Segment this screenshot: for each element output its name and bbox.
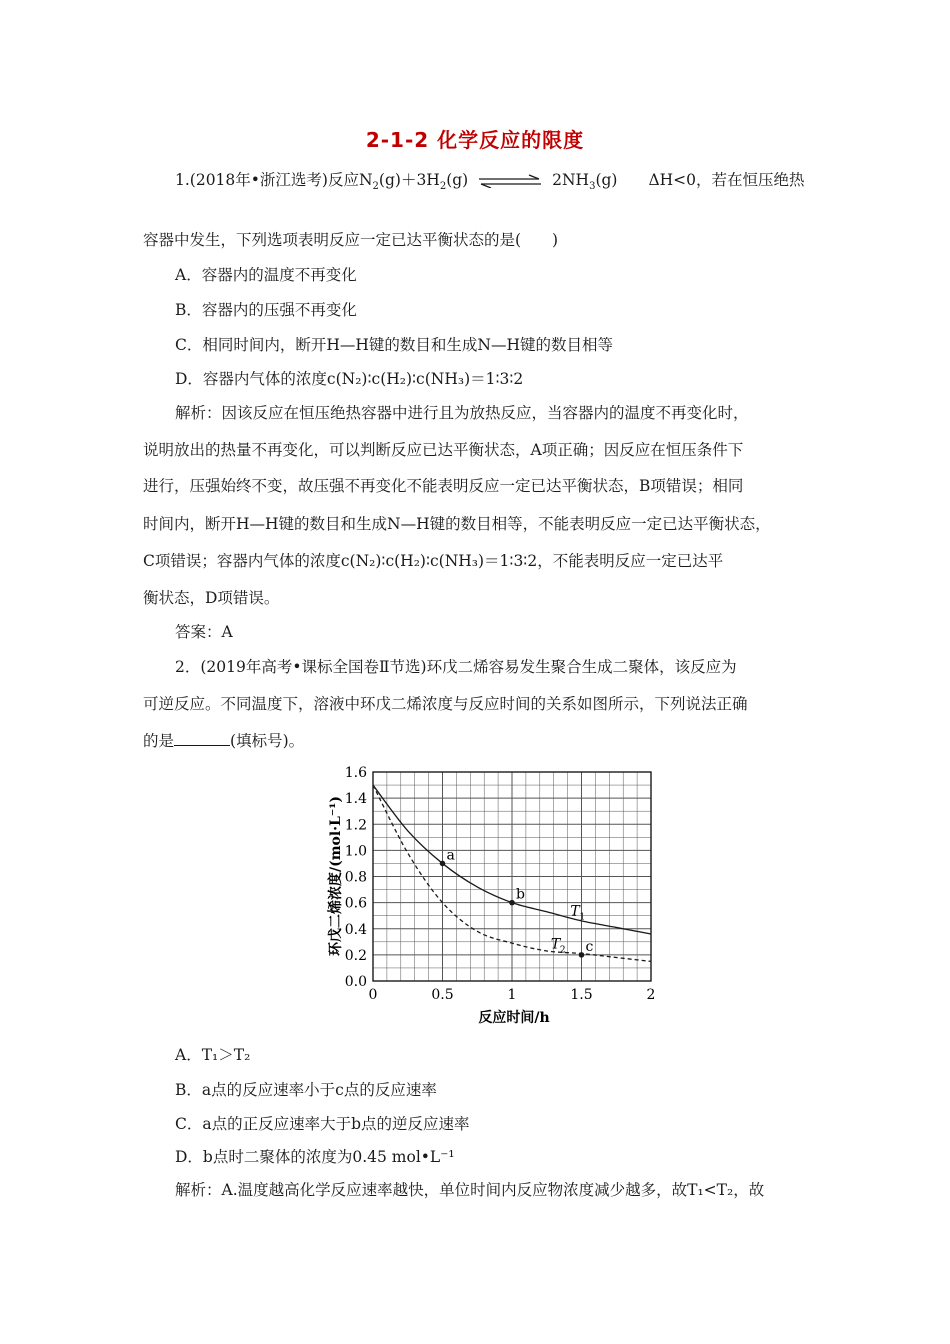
y-tick-label: 0.2 xyxy=(344,947,367,964)
point-label-a: a xyxy=(446,847,455,864)
y-tick-label: 0.6 xyxy=(344,895,367,912)
y-tick-label: 1.6 xyxy=(344,765,367,781)
data-point-c xyxy=(579,952,585,958)
q2-option-d: D．b点时二聚体的浓度为0.45 mol•L⁻¹ xyxy=(175,1148,455,1166)
q1-analysis-line: 时间内，断开H—H键的数目和生成N—H键的数目相等，不能表明反应一定已达平衡状态， xyxy=(143,515,771,533)
x-tick-label: 1.5 xyxy=(570,987,593,1003)
q1-analysis-line: 解析：因该反应在恒压绝热容器中进行且为放热反应，当容器内的温度不再变化时， xyxy=(175,404,749,422)
q1-option-d: D．容器内气体的浓度c(N₂)∶c(H₂)∶c(NH₃)＝1∶3∶2 xyxy=(175,370,524,388)
q1-option-a: A．容器内的温度不再变化 xyxy=(175,266,357,284)
answer-blank xyxy=(174,731,230,746)
y-tick-label: 1.0 xyxy=(344,843,367,860)
equilibrium-arrow-icon xyxy=(477,174,543,188)
data-point-b xyxy=(509,900,515,906)
y-axis-label: 环戊二烯浓度/(mol·L⁻¹) xyxy=(328,795,344,957)
q1-option-c: C．相同时间内，断开H—H键的数目和生成N—H键的数目相等 xyxy=(175,336,613,354)
q1-analysis-line: 衡状态，D项错误。 xyxy=(143,589,280,607)
data-point-a xyxy=(440,861,446,867)
point-label-c: c xyxy=(585,938,594,955)
q1-analysis-line: 进行，压强始终不变，故压强不再变化不能表明反应一定已达平衡状态，B项错误；相同 xyxy=(143,477,744,495)
x-tick-label: 0.5 xyxy=(431,987,454,1003)
y-tick-label: 0.4 xyxy=(344,921,367,938)
q1-analysis-line: 说明放出的热量不再变化，可以判断反应已达平衡状态，A项正确；因反应在恒压条件下 xyxy=(143,441,744,459)
q2-analysis-line: 解析：A.温度越高化学反应速率越快，单位时间内反应物浓度减少越多，故T₁<T₂，故 xyxy=(175,1181,765,1199)
q2-stem-line: 2．(2019年高考•课标全国卷Ⅱ节选)环戊二烯容易发生聚合生成二聚体，该反应为 xyxy=(175,658,737,676)
y-tick-label: 1.4 xyxy=(344,791,367,808)
y-tick-label: 0.0 xyxy=(344,974,367,990)
q1-option-b: B．容器内的压强不再变化 xyxy=(175,301,357,319)
curve-label-subscript: 1 xyxy=(579,912,586,923)
q2-option-a: A．T₁＞T₂ xyxy=(175,1046,251,1064)
x-tick-label: 2 xyxy=(646,987,656,1003)
q2-option-c: C．a点的正反应速率大于b点的逆反应速率 xyxy=(175,1115,470,1133)
x-tick-label: 1 xyxy=(507,987,517,1003)
concentration-time-chart xyxy=(300,758,680,1028)
y-tick-label: 1.2 xyxy=(344,817,367,834)
page-title: 2-1-2 化学反应的限度 xyxy=(365,128,585,152)
point-label-b: b xyxy=(516,886,525,903)
curve-label-subscript: 2 xyxy=(559,945,566,956)
x-axis-label: 反应时间/h xyxy=(478,1010,550,1026)
q1-analysis-line: C项错误；容器内气体的浓度c(N₂)∶c(H₂)∶c(NH₃)＝1∶3∶2，不能表明反应一定已达平 xyxy=(143,552,724,570)
y-tick-label: 0.8 xyxy=(344,869,367,886)
q2-option-b: B．a点的反应速率小于c点的反应速率 xyxy=(175,1081,437,1099)
curve-label-t1: T xyxy=(570,903,580,920)
q2-stem-line-last: 的是 (填标号)。 xyxy=(143,732,305,750)
x-tick-label: 0 xyxy=(368,987,378,1003)
curve-label-t2: T xyxy=(550,936,561,953)
q2-stem-line: 可逆反应。不同温度下，溶液中环戊二烯浓度与反应时间的关系如图所示，下列说法正确 xyxy=(143,695,748,713)
q1-answer: 答案：A xyxy=(175,623,233,641)
q1-stem-line1: 1.(2018年•浙江选考)反应$N_2(g)+3H_2(g)$ $2NH_3(g)$ ΔH<0，若在恒压绝热 xyxy=(175,171,805,193)
q1-stem-line2: 容器中发生，下列选项表明反应一定已达平衡状态的是( ) xyxy=(143,231,559,249)
